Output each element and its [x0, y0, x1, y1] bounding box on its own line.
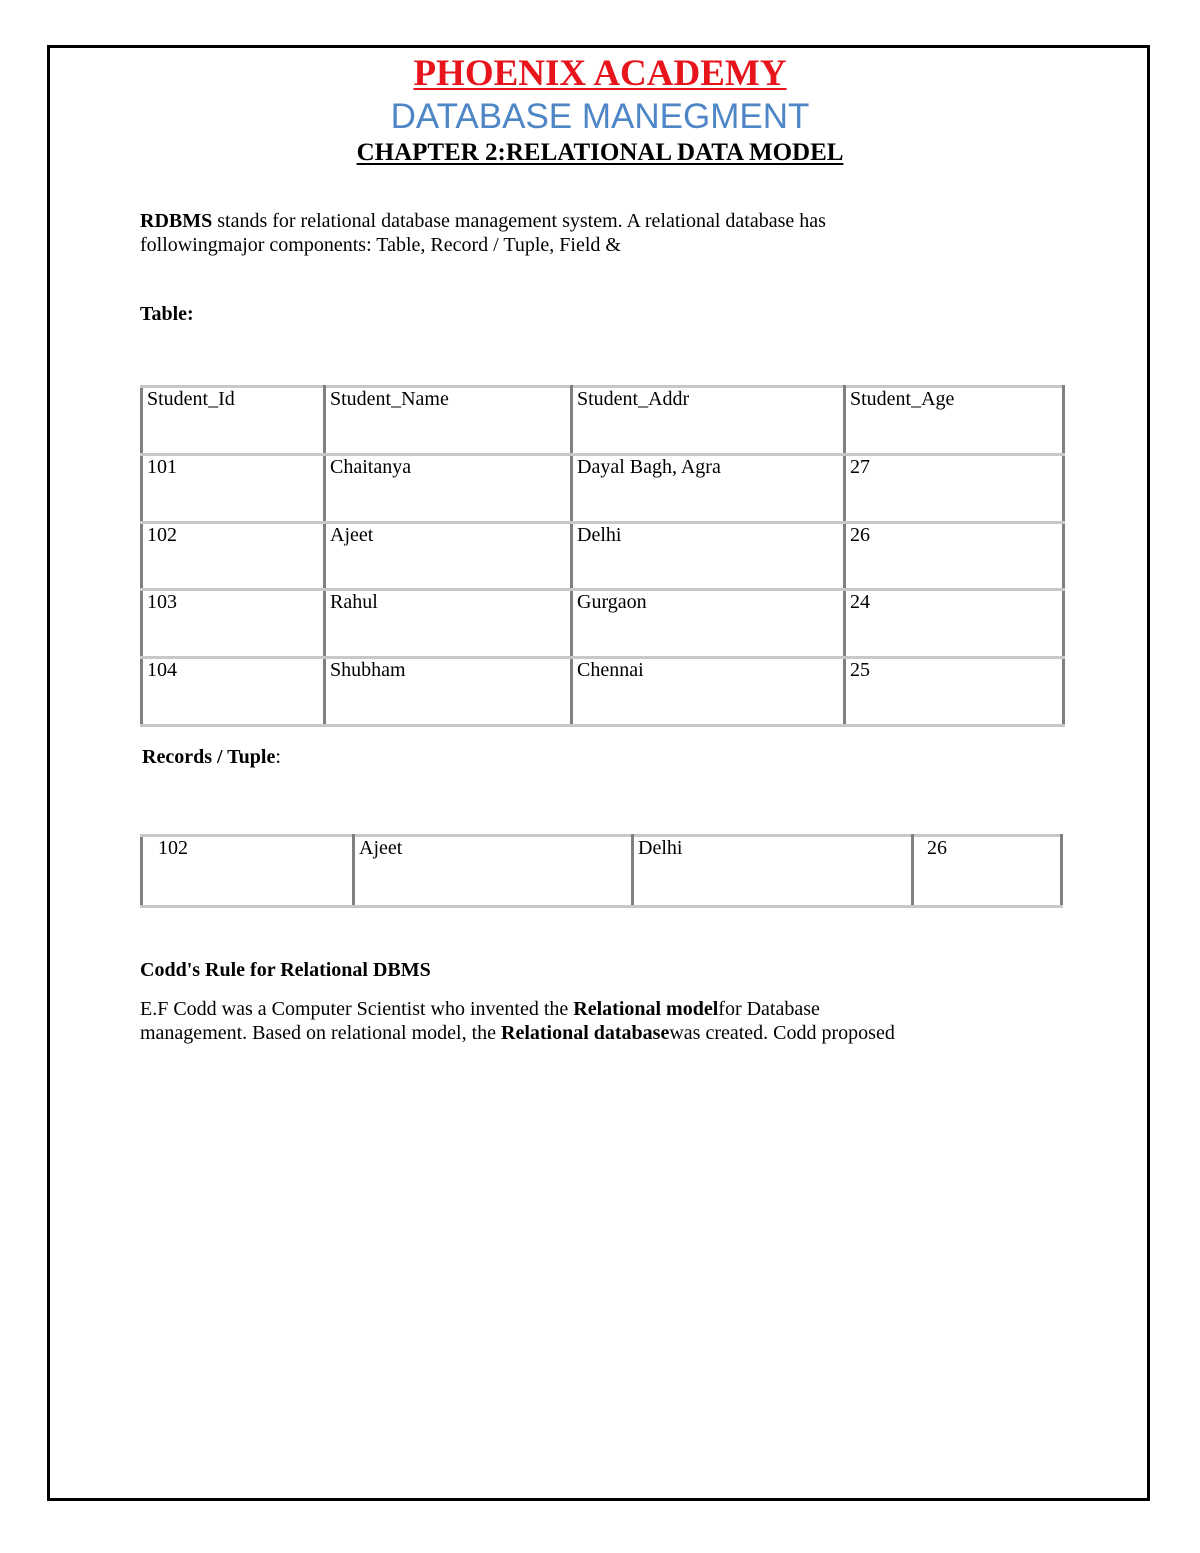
- table-cell: 102: [142, 522, 325, 590]
- intro-line-1-text: stands for relational database management system. A relational database has: [212, 210, 826, 232]
- codd-bold-2: Relational database: [501, 1022, 670, 1044]
- tuple-cell: Delhi: [633, 836, 913, 907]
- codd-text-2: for Database: [718, 998, 820, 1020]
- tuple-cell: 26: [913, 836, 1062, 907]
- table-cell: 25: [845, 658, 1064, 726]
- table-header-row: [142, 387, 1064, 455]
- records-heading: [142, 745, 281, 769]
- table-cell: 104: [142, 658, 325, 726]
- codd-line-2: [140, 1021, 1070, 1045]
- table-row: [142, 590, 1064, 658]
- codd-text-1: E.F Codd was a Computer Scientist who invented the: [140, 998, 574, 1020]
- header-cell: Student_Addr: [572, 387, 845, 455]
- table-cell: Rahul: [325, 590, 572, 658]
- codd-bold-1: Relational model: [573, 998, 719, 1020]
- codd-line-1: [140, 997, 1070, 1021]
- table-heading: Table:: [140, 303, 194, 325]
- tuple-cell: 102: [142, 836, 354, 907]
- table-cell: Gurgaon: [572, 590, 845, 658]
- table-cell: Shubham: [325, 658, 572, 726]
- subject-title: DATABASE MANEGMENT: [390, 97, 810, 136]
- tuple-cell: Ajeet: [354, 836, 633, 907]
- rdbms-term: RDBMS: [140, 210, 213, 232]
- page-frame: [47, 45, 1150, 1501]
- table-cell: 26: [845, 522, 1064, 590]
- table-cell: Dayal Bagh, Agra: [572, 454, 845, 522]
- table-cell: Ajeet: [325, 522, 572, 590]
- table-cell: Delhi: [572, 522, 845, 590]
- records-heading-label: Records / Tuple: [142, 746, 276, 768]
- student-table: [140, 385, 1065, 727]
- codd-heading: Codd's Rule for Relational DBMS: [140, 959, 431, 981]
- table-cell: 27: [845, 454, 1064, 522]
- table-cell: 103: [142, 590, 325, 658]
- codd-paragraph: [140, 997, 1070, 1045]
- table-cell: 24: [845, 590, 1064, 658]
- table-cell: Chennai: [572, 658, 845, 726]
- header-cell: Student_Name: [325, 387, 572, 455]
- intro-line-1: [140, 209, 1070, 233]
- tuple-table: [140, 834, 1063, 908]
- tuple-row: [142, 836, 1062, 907]
- chapter-title: CHAPTER 2:RELATIONAL DATA MODEL: [356, 139, 844, 166]
- table-row: [142, 658, 1064, 726]
- codd-text-3: management. Based on relational model, the: [140, 1022, 501, 1044]
- codd-text-4: was created. Codd proposed: [669, 1022, 895, 1044]
- records-heading-colon: :: [275, 746, 281, 768]
- header-cell: Student_Age: [845, 387, 1064, 455]
- header-cell: Student_Id: [142, 387, 325, 455]
- intro-line-2: followingmajor components: Table, Record / Tuple, Field &: [140, 234, 621, 256]
- intro-paragraph: [140, 209, 1070, 257]
- table-cell: 101: [142, 454, 325, 522]
- academy-title: PHOENIX ACADEMY: [413, 53, 787, 94]
- table-cell: Chaitanya: [325, 454, 572, 522]
- table-row: [142, 522, 1064, 590]
- table-row: [142, 454, 1064, 522]
